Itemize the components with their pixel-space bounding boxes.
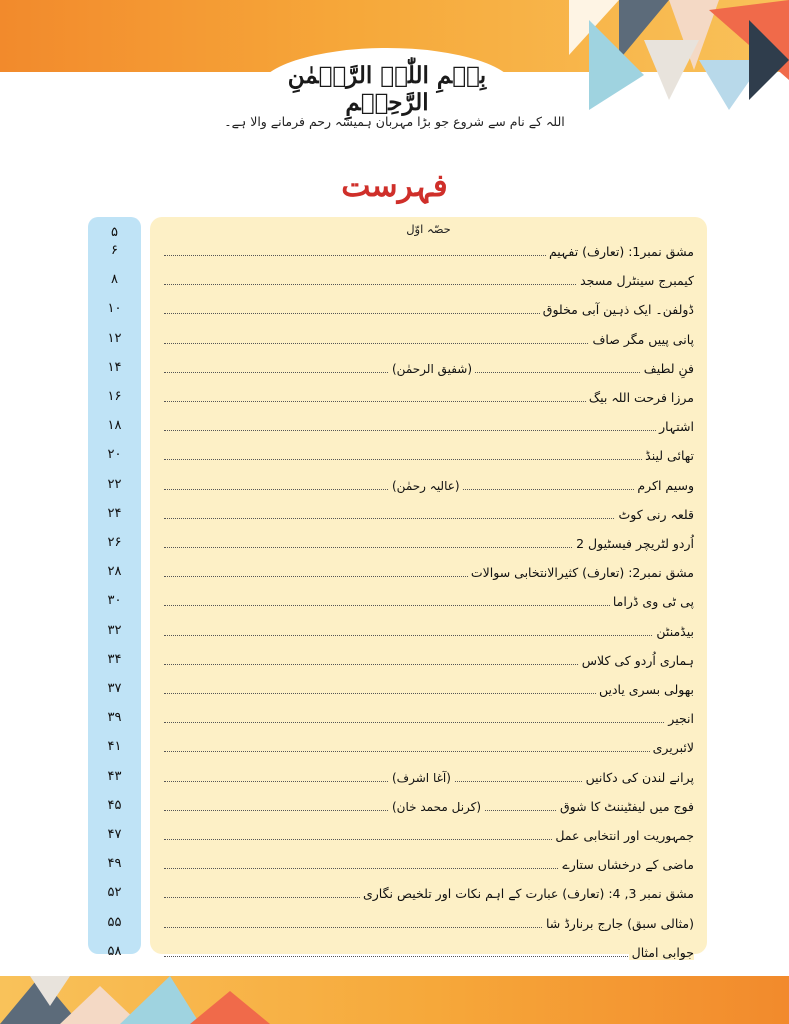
toc-page-number: ۴۱: [107, 739, 122, 755]
toc-entry[interactable]: [164, 648, 694, 670]
toc-entry-title: وسیم اکرم: [634, 478, 694, 493]
toc-page-number: ۸: [111, 272, 118, 288]
toc-entry-author: (کرنل محمد خان): [389, 800, 484, 814]
toc-page-number: ۱۲: [107, 330, 122, 346]
toc-page-number: ۵۲: [107, 885, 122, 901]
toc-page-number: ۳۴: [107, 651, 122, 667]
toc-entry-title: جوابی امثال: [629, 945, 694, 960]
top-geometric-pattern: [549, 0, 789, 110]
toc-entry[interactable]: [164, 794, 694, 816]
toc-page-number: ۳۲: [107, 622, 122, 638]
page-title: فہرست: [341, 168, 448, 204]
toc-page-number: ۴۷: [107, 827, 122, 842]
toc-page-number: ۵۸: [107, 943, 122, 959]
bismillah-heading: بِسۡمِ اللّٰہِ الرَّحۡمٰنِ الرَّحِیۡمِ: [287, 62, 487, 116]
toc-page-number: ۲۲: [107, 476, 122, 492]
toc-entry[interactable]: [164, 852, 694, 874]
toc-entry-title: پی ٹی وی ڈراما: [610, 594, 694, 609]
toc-entry[interactable]: [164, 473, 694, 495]
toc-entry[interactable]: [164, 706, 694, 728]
toc-entry-title: پرانے لندن کی دکانیں: [583, 770, 694, 785]
toc-entry-title: ماضی کے درخشاں ستارے: [559, 857, 694, 872]
toc-page-number: ۲۴: [107, 505, 122, 521]
toc-entry[interactable]: [164, 385, 694, 407]
toc-entry[interactable]: [164, 735, 694, 757]
toc-entry[interactable]: [164, 356, 694, 378]
toc-entry[interactable]: [164, 881, 694, 903]
toc-page-number: ۱۰: [107, 301, 122, 317]
page-number-column: [88, 217, 141, 959]
toc-entry[interactable]: [164, 911, 694, 933]
toc-entry-title: جمہوریت اور انتخابی عمل: [552, 828, 694, 843]
toc-entry-title: مرزا فرحت اللہ بیگ: [586, 390, 694, 405]
toc-page-number: ۴۹: [107, 856, 122, 872]
toc-entry-title: پانی پییں مگر صاف: [589, 332, 694, 347]
toc-entry[interactable]: [164, 239, 694, 261]
toc-page-number: ۲۰: [107, 447, 122, 463]
toc-entry-author: (آغا اشرف): [389, 771, 454, 785]
toc-entry[interactable]: [164, 327, 694, 349]
toc-entry-title: فنِ لطیف: [641, 361, 694, 376]
toc-entry[interactable]: [164, 765, 694, 787]
section-title: حصّہ اوّل: [406, 222, 451, 236]
toc-entry[interactable]: [164, 502, 694, 524]
leader-dots: [164, 751, 694, 752]
toc-entry-title: اشتہار: [656, 419, 694, 434]
toc-entry[interactable]: [164, 531, 694, 553]
toc-page-number: ۴۳: [107, 768, 122, 784]
toc-entry[interactable]: [164, 940, 694, 962]
toc-entry[interactable]: [164, 589, 694, 611]
leader-dots: [164, 635, 694, 636]
toc-entry-title: مشق نمبر1: (تعارف) تفہیم: [546, 244, 694, 259]
toc-entry-title: لائبریری: [650, 740, 694, 755]
toc-entry[interactable]: [164, 619, 694, 641]
toc-entry[interactable]: [164, 823, 694, 845]
toc-page-number: ۱۸: [107, 418, 122, 434]
toc-page-number: ۵۵: [107, 914, 122, 930]
toc-page-number: ۱۴: [107, 359, 122, 375]
toc-entry-title: کیمبرج سینٹرل مسجد: [577, 273, 694, 288]
toc-entry[interactable]: [164, 560, 694, 582]
toc-page-number: ۲۸: [107, 564, 122, 580]
toc-entry[interactable]: [164, 268, 694, 290]
toc-entry-title: بھولی بسری یادیں: [596, 682, 694, 697]
toc-entry-title: مشق نمبر 3, 4: (تعارف) عبارت کے اہم نکات اور تلخیص نگاری: [360, 886, 694, 901]
toc-entry-title: (مثالی سبق) جارج برنارڈ شا: [543, 916, 694, 931]
toc-entry[interactable]: [164, 677, 694, 699]
leader-dots: [164, 430, 694, 431]
leader-dots: [164, 956, 694, 957]
toc-page-number: ۳۷: [107, 681, 122, 696]
leader-dots: [164, 459, 694, 460]
toc-entry-title: انجیر: [665, 711, 694, 726]
toc-entry-title: ڈولفن۔ ایک ذہین آبی مخلوق: [540, 302, 694, 317]
toc-list: [150, 217, 707, 960]
toc-entry[interactable]: [164, 414, 694, 436]
toc-entry-title: مشق نمبر2: (تعارف) کثیرالانتخابی سوالات: [468, 565, 694, 580]
toc-page-number: ۳۹: [107, 710, 122, 726]
bismillah-translation: اللہ کے نام سے شروع جو بڑا مہربان ہمیشہ رحم فرمانے والا ہے۔: [224, 114, 565, 129]
toc-page-number: ۶: [111, 243, 118, 258]
toc-entry-author: (عالیہ رحمٰن): [389, 479, 463, 493]
leader-dots: [164, 722, 694, 723]
toc-entry-title: تھائی لینڈ: [642, 448, 694, 463]
toc-entry-title: ہماری اُردو کی کلاس: [579, 653, 694, 668]
section-page-number: ۵: [111, 225, 118, 240]
toc-entry-title: فوج میں لیفٹیننٹ کا شوق: [557, 799, 694, 814]
toc-page-number: ۳۰: [107, 593, 122, 609]
toc-page-number: ۱۶: [107, 389, 122, 404]
toc-entry-title: اُردو لٹریچر فیسٹیول 2: [573, 536, 694, 551]
toc-entry-title: بیڈمنٹن: [653, 624, 694, 639]
toc-entry-author: (شفیق الرحمٰن): [389, 362, 475, 376]
bottom-geometric-pattern: [0, 976, 270, 1024]
toc-page-number: ۴۵: [107, 797, 122, 813]
toc-entry[interactable]: [164, 443, 694, 465]
toc-entry[interactable]: [164, 297, 694, 319]
toc-entry-title: قلعہ رنی کوٹ: [615, 507, 694, 522]
toc-page-number: ۲۶: [107, 535, 122, 550]
